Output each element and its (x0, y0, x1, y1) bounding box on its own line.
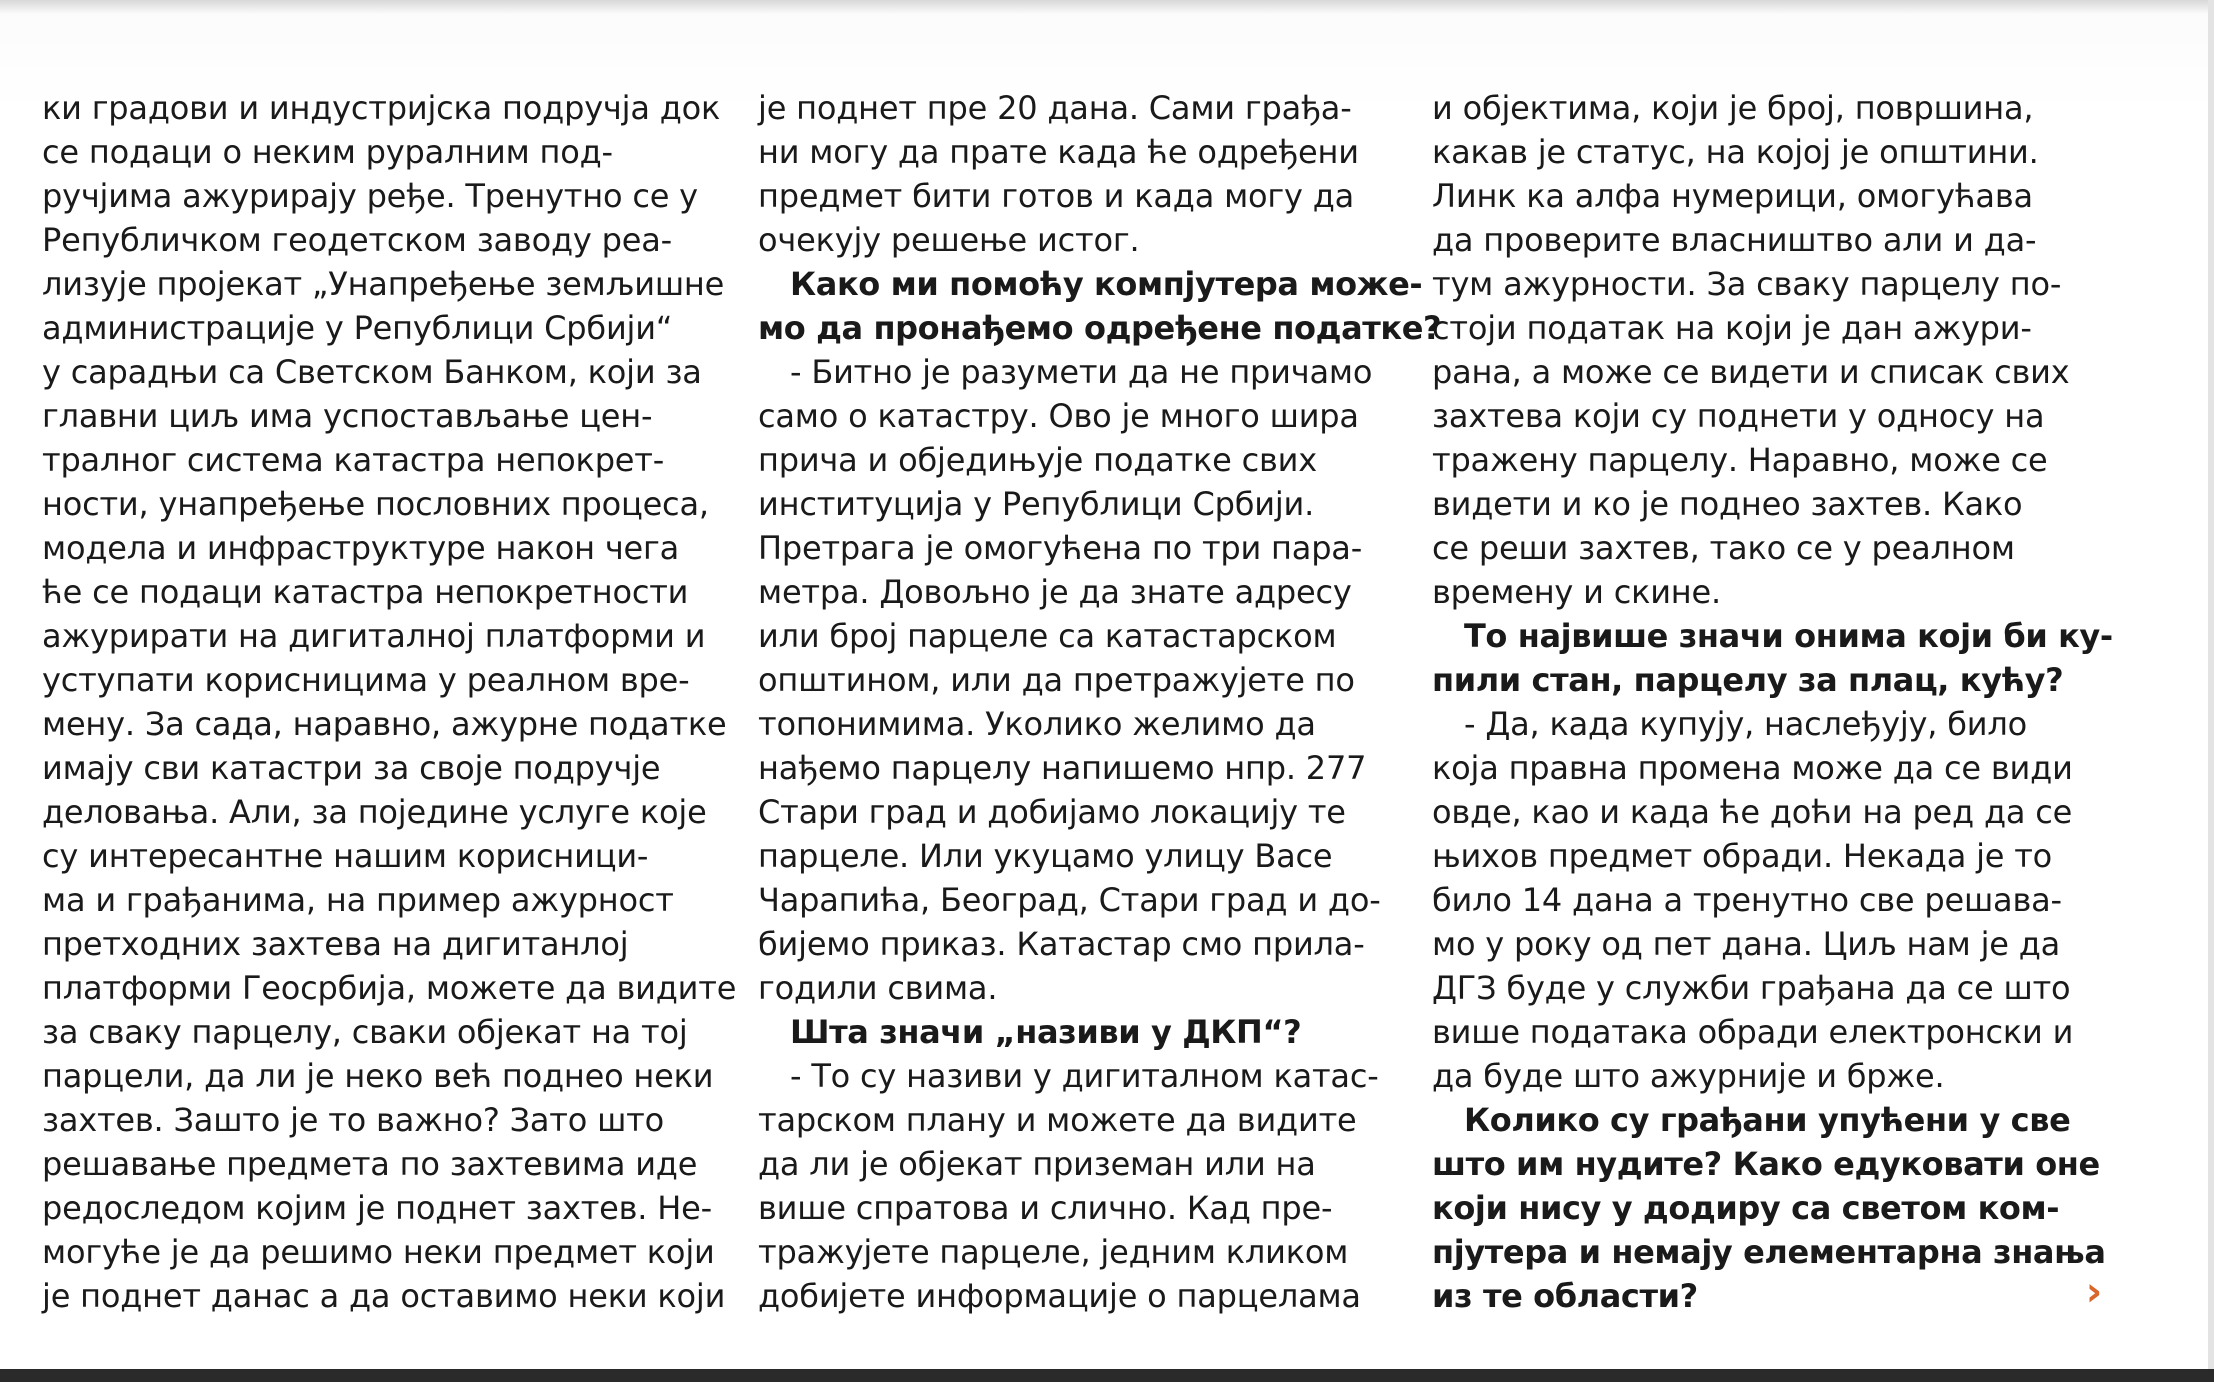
text-line: ДГЗ буде у служби грађана да се што (1432, 969, 2071, 1007)
text-line: нађемо парцелу напишемо нпр. 277 (758, 749, 1367, 787)
text-line: годили свима. (758, 969, 998, 1007)
text-line: предмет бити готов и када могу да (758, 177, 1355, 215)
text-line: у сарадњи са Светском Банком, који за (42, 353, 702, 391)
text-column-1 (42, 86, 737, 1318)
interview-question: Колико су грађани упућени у све (1464, 1101, 2071, 1139)
interview-question: Како ми помоћу компјутера може- (790, 265, 1423, 303)
text-line: очекују решење истог. (758, 221, 1140, 259)
text-line: ће се подаци катастра непокретности (42, 573, 689, 611)
text-line: која правна промена може да се види (1432, 749, 2073, 787)
interview-question: То највише значи онима који би ку- (1464, 617, 2113, 655)
text-line: добијете информације о парцелама (758, 1277, 1361, 1315)
text-line: било 14 дана а тренутно све решава- (1432, 881, 2062, 919)
text-line: парцели, да ли је неко већ поднео неки (42, 1057, 714, 1095)
text-line: ни могу да прате када ће одређени (758, 133, 1359, 171)
text-line: лизује пројекат „Унапређење земљишне (42, 265, 725, 303)
text-line: Линк ка алфа нумерици, омогућава (1432, 177, 2033, 215)
text-line: тражену парцелу. Наравно, може се (1432, 441, 2048, 479)
text-line: мо у року од пет дана. Циљ нам је да (1432, 925, 2061, 963)
text-line: тум ажурности. За сваку парцелу по- (1432, 265, 2062, 303)
text-line: какав је статус, на којој је општини. (1432, 133, 2039, 171)
text-line: ма и грађанима, на пример ажурност (42, 881, 674, 919)
text-line: тражујете парцеле, једним кликом (758, 1233, 1349, 1271)
text-line: институција у Републици Србији. (758, 485, 1315, 523)
interview-question: који нису у додиру са светом ком- (1432, 1189, 2060, 1227)
text-line: прича и обједињује податке свих (758, 441, 1317, 479)
interview-question: из те области? (1432, 1277, 1698, 1315)
text-line: платформи Геосрбија, можете да видите (42, 969, 737, 1007)
text-line: могуће је да решимо неки предмет који (42, 1233, 715, 1271)
answer-line: - Битно је разумети да не причамо (790, 353, 1373, 391)
text-line: њихов предмет обради. Некада је то (1432, 837, 2053, 875)
text-line: или број парцеле са катастарском (758, 617, 1337, 655)
text-line: редоследом којим је поднет захтев. Не- (42, 1189, 712, 1227)
answer-line: - Да, када купују, наслеђују, било (1464, 705, 2027, 743)
text-line: администрације у Републици Србији“ (42, 309, 673, 347)
text-line: да проверите власништво али и да- (1432, 221, 2037, 259)
text-line: ности, унапређење пословних процеса, (42, 485, 709, 523)
text-line: Претрага је омогућена по три пара- (758, 529, 1363, 567)
text-line: да ли је објекат приземан или на (758, 1145, 1316, 1183)
scan-top-edge (0, 0, 2214, 14)
text-line: захтев. Зашто је то важно? Зато што (42, 1101, 665, 1139)
text-line: времену и скине. (1432, 573, 1721, 611)
text-line: рана, а може се видети и списак свих (1432, 353, 2070, 391)
text-line: Чарапића, Београд, Стари град и до- (758, 881, 1381, 919)
text-line: општином, или да претражујете по (758, 661, 1355, 699)
interview-question: Шта значи „називи у ДКП“? (790, 1013, 1302, 1051)
text-line: мену. За сада, наравно, ажурне податке (42, 705, 727, 743)
answer-line: - То су називи у дигиталном катас- (790, 1057, 1379, 1095)
text-line: се реши захтев, тако се у реалном (1432, 529, 2015, 567)
text-line: више података обради електронски и (1432, 1013, 2074, 1051)
text-line: ки градови и индустријска подручја док (42, 89, 721, 127)
text-line: захтева који су поднети у односу на (1432, 397, 2045, 435)
text-line: топонимима. Уколико желимо да (758, 705, 1316, 743)
text-line: претходних захтева на дигитанлој (42, 925, 629, 963)
text-line: су интересантне нашим корисници- (42, 837, 649, 875)
text-line: Републичком геодетском заводу реа- (42, 221, 672, 259)
text-line: ручјима ажурирају ређе. Тренутно се у (42, 177, 698, 215)
text-line: деловања. Али, за поједине услуге које (42, 793, 707, 831)
text-line: имају сви катастри за своје подручје (42, 749, 661, 787)
continue-arrow-icon: › (2085, 1269, 2103, 1315)
text-line: главни циљ има успостављање цен- (42, 397, 653, 435)
text-line: Стари град и добијамо локацију те (758, 793, 1346, 831)
interview-question: пили стан, парцелу за плац, кућу? (1432, 661, 2064, 699)
text-line: видети и ко је поднео захтев. Како (1432, 485, 2023, 523)
text-line: је поднет данас а да оставимо неки који (42, 1277, 726, 1315)
text-line: ажурирати на дигиталној платформи и (42, 617, 706, 655)
text-line: бијемо приказ. Катастар смо прила- (758, 925, 1365, 963)
text-line: модела и инфраструктуре након чега (42, 529, 680, 567)
interview-question: пјутера и немају елементарна знања (1432, 1233, 2106, 1271)
text-column-2 (758, 86, 1442, 1318)
text-line: тралног система катастра непокрет- (42, 441, 665, 479)
text-line: тарском плану и можете да видите (758, 1101, 1357, 1139)
interview-question: што им нудите? Како едуковати оне (1432, 1145, 2100, 1183)
text-line: парцеле. Или укуцамо улицу Васе (758, 837, 1333, 875)
text-line: се подаци о неким руралним под- (42, 133, 613, 171)
scan-right-edge (2208, 0, 2214, 1370)
text-line: више спратова и слично. Кад пре- (758, 1189, 1333, 1227)
text-line: стоји податак на који је дан ажури- (1432, 309, 2032, 347)
text-line: да буде што ажурније и брже. (1432, 1057, 1945, 1095)
text-line: за сваку парцелу, сваки објекат на тој (42, 1013, 688, 1051)
text-column-3 (1432, 86, 2113, 1318)
text-line: само о катастру. Ово је много шира (758, 397, 1359, 435)
text-line: уступати корисницима у реалном вре- (42, 661, 690, 699)
text-line: је поднет пре 20 дана. Сами грађа- (758, 89, 1352, 127)
text-line: метра. Довољно је да знате адресу (758, 573, 1352, 611)
text-line: решавање предмета по захтевима иде (42, 1145, 698, 1183)
text-line: и објектима, који је број, површина, (1432, 89, 2034, 127)
footer-rule (0, 1369, 2214, 1382)
interview-question: мо да пронађемо одређене податке? (758, 309, 1442, 347)
text-line: овде, као и када ће доћи на ред да се (1432, 793, 2073, 831)
